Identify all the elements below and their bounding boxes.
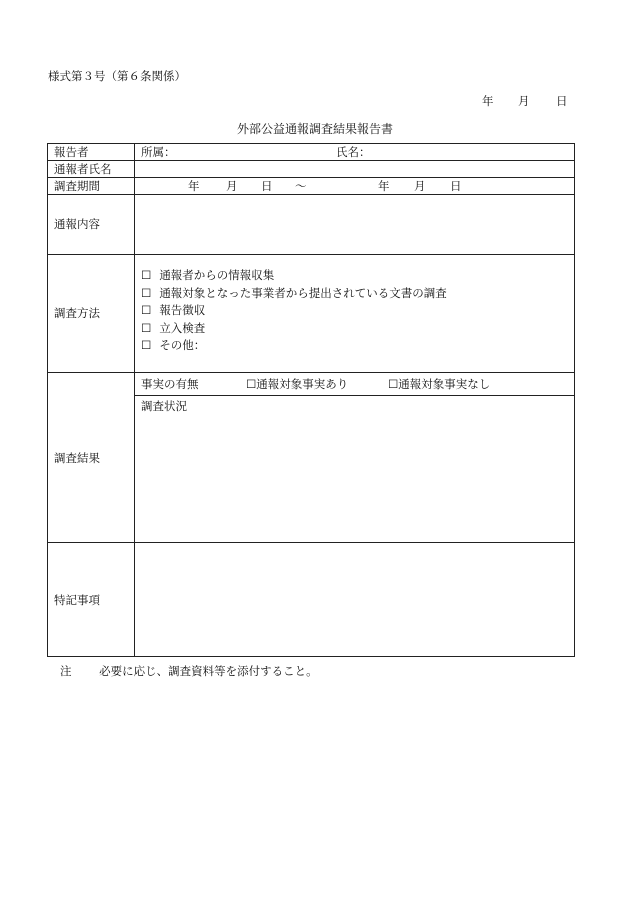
special-notes-label: 特記事項 [54,593,100,607]
date-year-label: 年 [482,94,494,108]
report-form-table [47,143,575,657]
checkbox-icon[interactable]: ☐ [141,285,152,300]
period-label: 調査期間 [54,179,100,193]
method-option[interactable] [141,285,447,303]
period-end-month: 月 [414,179,426,193]
checkbox-icon[interactable]: ☐ [141,268,152,282]
method-option-label: 報告徴収 [159,303,206,317]
result-label: 調査結果 [54,451,100,465]
method-option[interactable] [141,320,447,338]
period-start-year: 年 [188,179,200,193]
footnote [60,663,318,679]
method-option-label: 立入検査 [159,320,206,335]
fact-yes-option[interactable]: ☐通報対象事実あり [246,377,349,391]
fact-no-option[interactable]: ☐通報対象事実なし [388,377,491,391]
method-option-label: 通報者からの情報収集 [159,268,275,282]
date-month-label: 月 [518,94,530,108]
row-divider [48,254,574,255]
period-start-month: 月 [226,179,238,193]
fact-existence-label: 事実の有無 [141,377,199,391]
form-number: 様式第３号（第６条関係） [48,69,186,83]
period-tilde: 〜 [295,179,307,193]
report-content-label: 通報内容 [54,217,100,231]
row-divider [48,160,574,161]
date-day-label: 日 [556,94,568,108]
checkbox-icon[interactable]: ☐ [141,303,152,317]
document-title: 外部公益通報調査結果報告書 [236,122,393,136]
period-end-year: 年 [378,179,390,193]
period-start-day: 日 [261,179,273,193]
checkbox-icon[interactable]: ☐ [141,338,152,352]
affiliation-label: 所属： [141,145,176,159]
method-option-label: その他： [159,338,206,352]
row-divider [48,372,574,373]
row-divider [134,395,574,396]
column-divider [134,144,135,656]
checkbox-icon[interactable]: ☐ [141,320,152,335]
footnote-text: 必要に応じ、調査資料等を添付すること。 [99,664,318,678]
footnote-prefix: 注 [60,664,72,678]
period-end-day: 日 [450,179,462,193]
method-label: 調査方法 [54,306,100,320]
method-option[interactable] [141,337,447,355]
row-divider [48,177,574,178]
method-option[interactable] [141,267,447,285]
method-option-label: 通報対象となった事業者から提出されている文書の調査 [159,285,447,300]
row-divider [48,542,574,543]
reporter-label: 報告者 [54,145,89,159]
name-label: 氏名： [336,145,371,159]
investigation-status-label: 調査状況 [141,399,187,413]
method-checklist [141,267,447,355]
method-option[interactable] [141,302,447,320]
whistleblower-name-label: 通報者氏名 [54,162,112,176]
row-divider [48,194,574,195]
